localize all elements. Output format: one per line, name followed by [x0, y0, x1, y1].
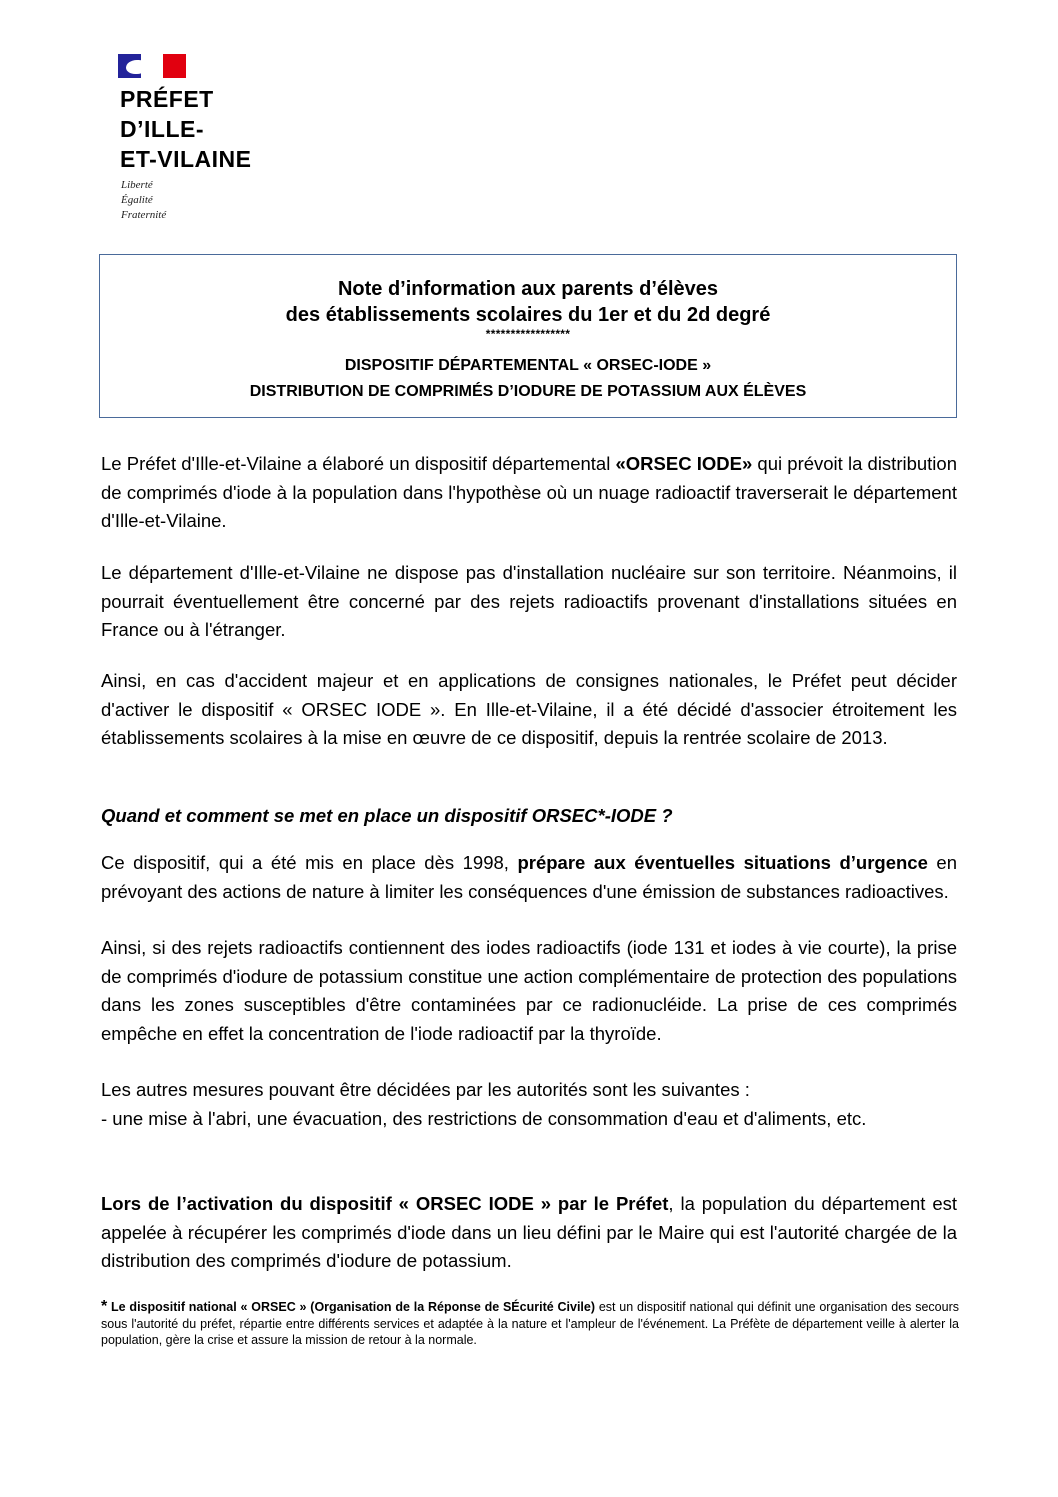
section-heading: Quand et comment se met en place un dispositif ORSEC*-IODE ?: [101, 805, 673, 826]
paragraph-bold-text: «ORSEC IODE»: [615, 453, 753, 474]
flag-blue-band: [118, 54, 141, 78]
title-separator: *****************: [485, 327, 571, 341]
title-line-1: Note d’information aux parents d’élèves: [337, 278, 719, 300]
footnote-bold-text: Le dispositif national « ORSEC » (Organisation de la Réponse de SÉcurité Civile): [107, 1300, 596, 1314]
prefecture-name-line: D’ILLE-: [120, 116, 204, 142]
subtitle-line-1: DISPOSITIF DÉPARTEMENTAL « ORSEC-IODE »: [344, 357, 712, 374]
paragraph-other-measures: [101, 1076, 957, 1105]
prefecture-name-line: PRÉFET: [120, 86, 214, 112]
paragraph-text: Ainsi, en cas d'accident majeur et en applications de consignes nationales, le Préfet peut décider d'activer le dispositif « ORSEC IODE ». En Ille-et-Vilaine, il a été décidé d'associer étroitement les établissements scolaires à la mise en œuvre de ce dispositif, depuis la rentrée scolaire de 2013.: [101, 670, 957, 748]
paragraph-text: en prévoyant des actions de nature à limiter les conséquences d'une émission de substances radioactives.: [101, 852, 957, 902]
paragraph-text: , la population du département est appelée à récupérer les comprimés d'iode dans un lieu défini par le Maire qui est l'autorité chargée de la distribution des comprimés d'iodure de potassium.: [101, 1193, 958, 1271]
title-line-2: des établissements scolaires du 1er et du 2d degré: [285, 304, 771, 326]
motto-line: Liberté: [121, 179, 153, 191]
title-box: [99, 254, 957, 418]
flag-white-band: [141, 54, 164, 78]
paragraph-measures-list: [101, 1105, 957, 1134]
prefecture-name-line: ET-VILAINE: [120, 146, 252, 172]
paragraph-bold-text: Lors de l’activation du dispositif « ORSEC IODE » par le Préfet: [101, 1193, 669, 1214]
paragraph-population-distribution: [101, 1190, 957, 1276]
paragraph-text: Ce dispositif, qui a été mis en place dès 1998,: [101, 852, 518, 873]
paragraph-activation: [101, 667, 957, 753]
paragraph-text: Les autres mesures pouvant être décidées par les autorités sont les suivantes :: [101, 1079, 750, 1100]
paragraph-text: Le département d'Ille-et-Vilaine ne dispose pas d'installation nucléaire sur son territoire. Néanmoins, il pourrait éventuellement être concerné par des rejets radioactifs provenant d'installations situées en France ou à l'étranger.: [101, 562, 957, 640]
footnote-text: est un dispositif national qui définit une organisation des secours sous l'autorité du préfet, répartie entre différents services et adaptée à la nature et l'ampleur de l'événement. La Préfète de département veille à alerter la population, gère la crise et assure la mission de retour à la normale.: [101, 1300, 959, 1347]
paragraph-intro: [101, 450, 957, 536]
paragraph-text: Le Préfet d'Ille-et-Vilaine a élaboré un dispositif départemental: [101, 453, 616, 474]
paragraph-bold-text: prépare aux éventuelles situations d’urgence: [517, 852, 928, 873]
paragraph-text: - une mise à l'abri, une évacuation, des restrictions de consommation d'eau et d'aliments, etc.: [101, 1108, 867, 1129]
footnote-marker: *: [101, 1298, 108, 1315]
subtitle-line-2: DISTRIBUTION DE COMPRIMÉS D’IODURE DE POTASSIUM AUX ÉLÈVES: [249, 383, 807, 400]
paragraph-dispositif: [101, 849, 957, 906]
republic-motto: [121, 178, 166, 223]
prefecture-name: [120, 84, 252, 174]
footnote: [101, 1299, 959, 1349]
motto-line: Fraternité: [121, 209, 167, 221]
motto-line: Égalité: [121, 194, 153, 206]
paragraph-no-nuclear-site: [101, 559, 957, 645]
paragraph-iodine-tablets: [101, 934, 957, 1048]
paragraph-text: Ainsi, si des rejets radioactifs contiennent des iodes radioactifs (iode 131 et iodes à vie courte), la prise de comprimés d'iodure de potassium constitue une action complémentaire de protection des populations dans les zones susceptibles d'être contaminées par ce radionucléide. La prise de ces comprimés empêche en effet la concentration de l'iode radioactif par la thyroïde.: [101, 937, 957, 1044]
flag-red-band: [163, 54, 186, 78]
marianne-flag-logo: [118, 54, 186, 78]
paragraph-text: qui prévoit la distribution de comprimés d'iode à la population dans l'hypothèse où un nuage radioactif traverserait le département d'Ille-et-Vilaine.: [101, 453, 957, 531]
